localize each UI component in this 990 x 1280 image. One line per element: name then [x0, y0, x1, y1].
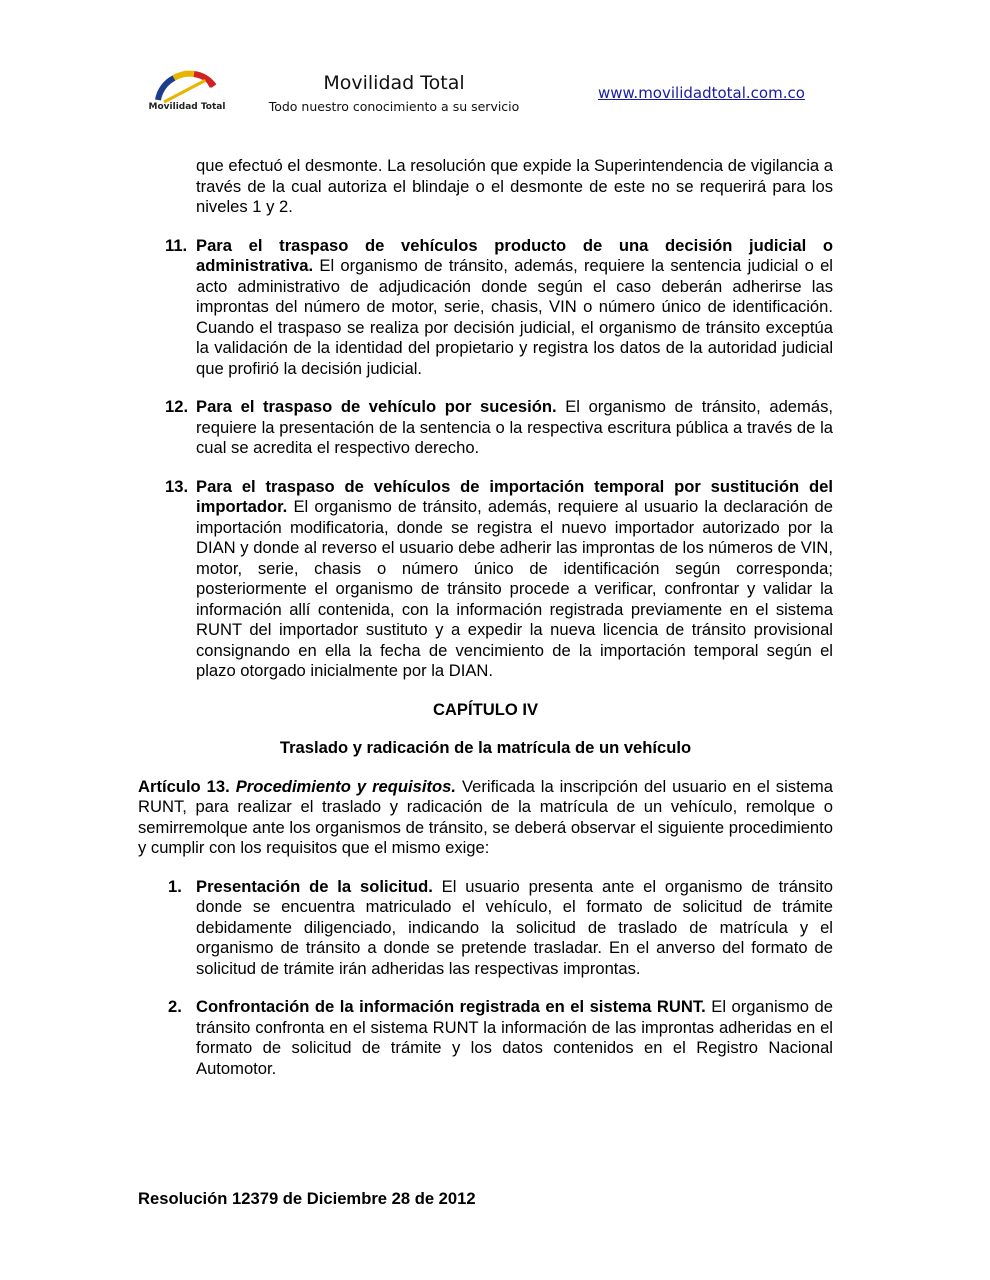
- item-number: 11.: [165, 235, 188, 255]
- intro-paragraph: que efectuó el desmonte. La resolución que expide la Superintendencia de vigilancia a través de la cual autoriza el blindaje o el desmonte de este no se requerirá para los niveles 1 y 2.: [196, 156, 833, 216]
- item-text: El organismo de tránsito confronta en el sistema RUNT la información de las improntas adheridas en el formato de solicitud de trámite y los datos contenidos en el Registro Nacional Automotor.: [196, 997, 833, 1078]
- list-item-11: [138, 236, 833, 380]
- item-heading: Para el traspaso de vehículos producto de una decisión judicial o administrativa.: [196, 235, 833, 275]
- item-paragraph: [196, 397, 833, 459]
- article-paragraph: [138, 777, 833, 859]
- movilidad-total-logo: [144, 66, 230, 120]
- list-item-1: [138, 877, 833, 980]
- item-text: El organismo de tránsito, además, requiere la sentencia judicial o el acto administrativo de adjudicación donde según el caso deberán adherirse las improntas del número de motor, serie, chasis, VIN o número único de identificación. Cuando el traspaso se realiza por decisión judicial, el organismo de tránsito exceptúa la validación de la identidad del propietario y registra los datos de la autoridad judicial que profirió la decisión judicial.: [196, 256, 833, 378]
- page-header: [0, 0, 990, 140]
- list-item-2: [138, 997, 833, 1079]
- item-text: El organismo de tránsito, además, requiere al usuario la declaración de importación modificatoria, donde se registra el nuevo importador autorizado por la DIAN y donde al reverso el usuario debe adherir las improntas de los números de VIN, motor, serie, chasis o número único de identificación según corresponda; posteriormente el organismo de tránsito procede a verificar, confrontar y validar la información allí contenida, con la información registrada previamente en el sistema RUNT del importador sustituto y a expedir la nueva licencia de tránsito provisional consignando en ella la fecha de vencimiento de la importación temporal según el plazo otorgado inicialmente por la DIAN.: [196, 497, 833, 680]
- logo-arc-icon: [144, 66, 230, 106]
- item-paragraph: [196, 477, 833, 682]
- article-text: Verificada la inscripción del usuario en el sistema RUNT, para realizar el traslado y radicación de la matrícula de un vehículo, remolque o semirremolque ante los organismos de tránsito, se deberá observar el siguiente procedimiento y cumplir con los requisitos que el mismo exige:: [138, 776, 833, 857]
- item-heading: Confrontación de la información registrada en el sistema RUNT.: [196, 997, 706, 1016]
- item-heading: Para el traspaso de vehículo por sucesión.: [196, 397, 557, 416]
- item-number: 1.: [168, 876, 182, 896]
- logo-text: Movilidad Total: [148, 102, 226, 112]
- chapter-title: CAPÍTULO IV: [432, 699, 539, 719]
- item-paragraph: [196, 236, 833, 380]
- list-item-13: [138, 477, 833, 682]
- item-number: 2.: [168, 997, 182, 1016]
- item-paragraph: [196, 997, 833, 1079]
- article-label: Artículo 13.: [138, 776, 230, 796]
- item-number: 12.: [165, 397, 189, 416]
- site-title: Movilidad Total: [323, 72, 465, 94]
- item-paragraph: [196, 877, 833, 980]
- site-url-link[interactable]: www.movilidadtotal.com.co: [598, 84, 805, 102]
- chapter-subtitle: Traslado y radicación de la matrícula de un vehículo: [279, 738, 692, 757]
- footer-resolution: Resolución 12379 de Diciembre 28 de 2012: [138, 1189, 476, 1208]
- list-item-12: [138, 397, 833, 459]
- site-tagline: Todo nuestro conocimiento a su servicio: [268, 99, 520, 114]
- item-heading: Para el traspaso de vehículos de importación temporal por sustitución del importador.: [196, 476, 833, 516]
- document-body: [138, 156, 833, 1079]
- item-text: El usuario presenta ante el organismo de tránsito donde se encuentra matriculado el vehículo, el formato de solicitud de trámite debidamente diligenciado, indicando la solicitud de traslado de matrícula y el organismo de tránsito a donde se pretende trasladar. En el anverso del formato de solicitud de trámite irán adheridas las respectivas improntas.: [196, 876, 833, 978]
- item-number: 13.: [165, 476, 189, 496]
- article-title: Procedimiento y requisitos.: [235, 776, 457, 796]
- item-text: El organismo de tránsito, además, requiere la presentación de la sentencia o la respectiva escritura pública a través de la cual se acredita el respectivo derecho.: [196, 397, 833, 457]
- item-heading: Presentación de la solicitud.: [196, 876, 433, 896]
